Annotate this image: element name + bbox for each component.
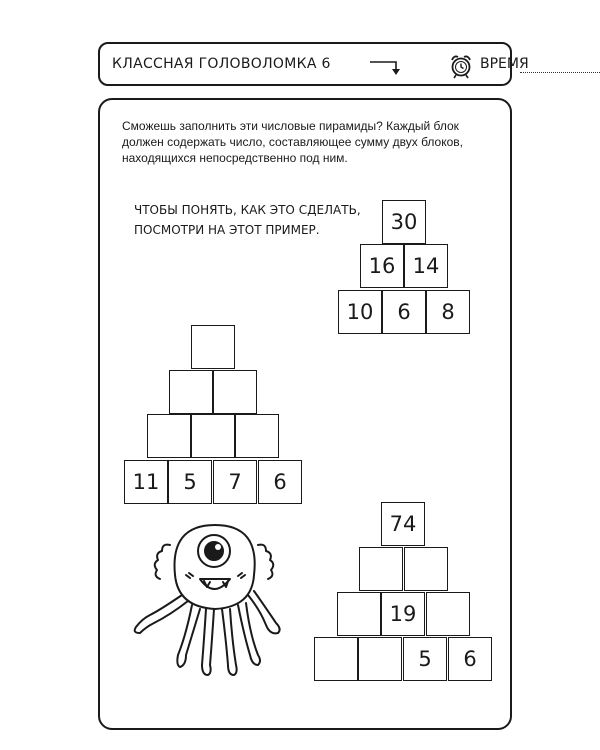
time-label: ВРЕМЯ	[480, 56, 529, 72]
puzzle-header	[98, 42, 529, 86]
monster-illustration	[130, 515, 300, 685]
instructions-text: Сможешь заполнить эти числовые пирамиды? Каждый блок должен содержать число, составляющее сумму двух блоков, находящихся непосредственно под ним.	[122, 119, 463, 165]
pyramid-cell: 7	[213, 460, 257, 504]
puzzle-title: КЛАССНАЯ ГОЛОВОЛОМКА 6	[112, 56, 331, 72]
pyramid-cell[interactable]	[191, 325, 235, 369]
pyramid-cell: 11	[124, 460, 168, 504]
pyramid-cell[interactable]	[359, 547, 403, 591]
pyramid-cell[interactable]	[191, 414, 235, 458]
pyramid-cell[interactable]	[337, 592, 381, 636]
pyramid-cell[interactable]	[147, 414, 191, 458]
pyramid-cell: 14	[404, 244, 448, 288]
pyramid-cell: 6	[258, 460, 302, 504]
pyramid-cell[interactable]	[404, 547, 448, 591]
pyramid-cell: 10	[338, 290, 382, 334]
pyramid-cell: 6	[448, 637, 492, 681]
example-hint	[134, 200, 361, 240]
hint-line-1: ЧТОБЫ ПОНЯТЬ, КАК ЭТО СДЕЛАТЬ,	[134, 203, 361, 217]
time-answer-line[interactable]	[520, 72, 600, 73]
alarm-clock-icon	[448, 53, 474, 79]
pyramid-cell: 30	[382, 200, 426, 244]
pyramid-cell[interactable]	[213, 370, 257, 414]
pyramid-cell[interactable]	[235, 414, 279, 458]
pyramid-cell: 5	[403, 637, 447, 681]
pyramid-cell: 74	[381, 502, 425, 546]
pyramid-cell: 6	[382, 290, 426, 334]
pyramid-cell[interactable]	[358, 637, 402, 681]
pyramid-cell: 16	[360, 244, 404, 288]
hint-line-2: ПОСМОТРИ НА ЭТОТ ПРИМЕР.	[134, 223, 320, 237]
pyramid-cell[interactable]	[426, 592, 470, 636]
pyramid-cell[interactable]	[169, 370, 213, 414]
pyramid-cell: 19	[381, 592, 425, 636]
arrow-down-right-icon	[368, 59, 402, 77]
pyramid-cell: 5	[168, 460, 212, 504]
pyramid-cell: 8	[426, 290, 470, 334]
pyramid-cell[interactable]	[314, 637, 358, 681]
